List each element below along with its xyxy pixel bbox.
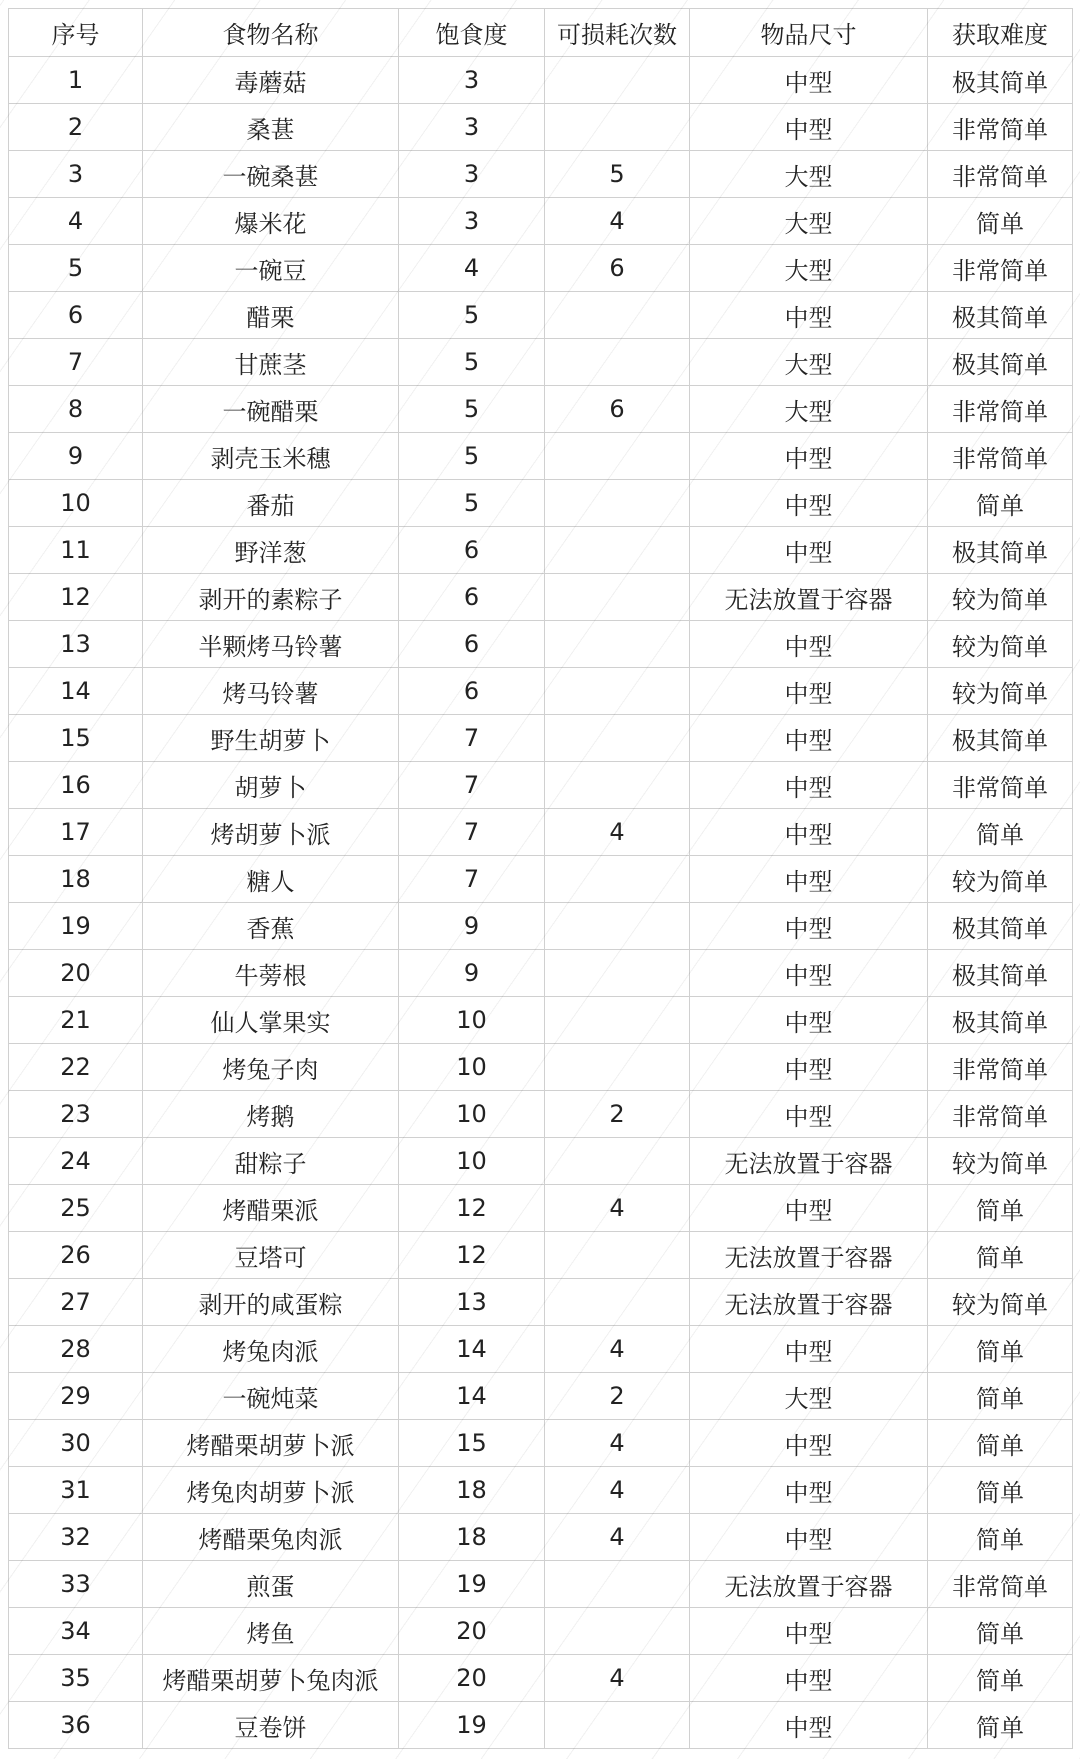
cell-item-size: 中型 — [690, 527, 928, 574]
cell-difficulty: 简单 — [928, 809, 1073, 856]
cell-index: 17 — [9, 809, 143, 856]
cell-index: 30 — [9, 1420, 143, 1467]
cell-index: 8 — [9, 386, 143, 433]
cell-index: 1 — [9, 57, 143, 104]
table-row — [9, 1232, 1073, 1279]
cell-food-name: 剥开的素粽子 — [143, 574, 399, 621]
cell-item-size: 中型 — [690, 856, 928, 903]
cell-satiety: 9 — [399, 903, 545, 950]
cell-satiety: 5 — [399, 433, 545, 480]
cell-index: 26 — [9, 1232, 143, 1279]
cell-food-name: 豆卷饼 — [143, 1702, 399, 1749]
cell-item-size: 无法放置于容器 — [690, 1279, 928, 1326]
cell-difficulty: 非常简单 — [928, 386, 1073, 433]
cell-food-name: 醋栗 — [143, 292, 399, 339]
cell-difficulty: 较为简单 — [928, 1138, 1073, 1185]
header-satiety: 饱食度 — [399, 9, 545, 57]
cell-item-size: 中型 — [690, 950, 928, 997]
cell-difficulty: 极其简单 — [928, 903, 1073, 950]
cell-item-size: 中型 — [690, 1044, 928, 1091]
table-row — [9, 1091, 1073, 1138]
table-row — [9, 1561, 1073, 1608]
cell-item-size: 无法放置于容器 — [690, 1138, 928, 1185]
cell-item-size: 大型 — [690, 386, 928, 433]
table-row — [9, 1655, 1073, 1702]
cell-food-name: 仙人掌果实 — [143, 997, 399, 1044]
cell-food-name: 烤醋栗派 — [143, 1185, 399, 1232]
cell-food-name: 甘蔗茎 — [143, 339, 399, 386]
cell-index: 4 — [9, 198, 143, 245]
table-row — [9, 1608, 1073, 1655]
cell-index: 36 — [9, 1702, 143, 1749]
cell-index: 34 — [9, 1608, 143, 1655]
cell-satiety: 7 — [399, 809, 545, 856]
cell-durability — [545, 480, 690, 527]
table-row — [9, 715, 1073, 762]
cell-index: 23 — [9, 1091, 143, 1138]
cell-index: 13 — [9, 621, 143, 668]
cell-food-name: 烤兔子肉 — [143, 1044, 399, 1091]
cell-difficulty: 非常简单 — [928, 1044, 1073, 1091]
cell-difficulty: 较为简单 — [928, 621, 1073, 668]
cell-food-name: 番茄 — [143, 480, 399, 527]
cell-index: 20 — [9, 950, 143, 997]
table-row — [9, 1326, 1073, 1373]
cell-food-name: 糖人 — [143, 856, 399, 903]
cell-satiety: 20 — [399, 1608, 545, 1655]
table-row — [9, 1467, 1073, 1514]
cell-durability — [545, 104, 690, 151]
cell-food-name: 烤醋栗胡萝卜派 — [143, 1420, 399, 1467]
cell-durability: 6 — [545, 386, 690, 433]
cell-item-size: 大型 — [690, 198, 928, 245]
food-table-container — [8, 8, 1072, 1751]
cell-satiety: 6 — [399, 527, 545, 574]
cell-satiety: 3 — [399, 104, 545, 151]
cell-difficulty: 较为简单 — [928, 668, 1073, 715]
table-body — [9, 57, 1073, 1749]
cell-durability — [545, 1138, 690, 1185]
cell-durability — [545, 1561, 690, 1608]
cell-satiety: 9 — [399, 950, 545, 997]
cell-index: 12 — [9, 574, 143, 621]
cell-index: 21 — [9, 997, 143, 1044]
cell-satiety: 3 — [399, 151, 545, 198]
table-row — [9, 527, 1073, 574]
cell-durability — [545, 433, 690, 480]
cell-item-size: 中型 — [690, 480, 928, 527]
cell-index: 15 — [9, 715, 143, 762]
cell-durability — [545, 527, 690, 574]
cell-item-size: 中型 — [690, 433, 928, 480]
cell-food-name: 豆塔可 — [143, 1232, 399, 1279]
table-row — [9, 433, 1073, 480]
table-row — [9, 292, 1073, 339]
cell-durability — [545, 715, 690, 762]
cell-item-size: 大型 — [690, 339, 928, 386]
table-row — [9, 57, 1073, 104]
cell-difficulty: 简单 — [928, 1514, 1073, 1561]
cell-satiety: 15 — [399, 1420, 545, 1467]
table-row — [9, 997, 1073, 1044]
cell-satiety: 7 — [399, 762, 545, 809]
cell-index: 10 — [9, 480, 143, 527]
cell-durability — [545, 1232, 690, 1279]
cell-satiety: 19 — [399, 1702, 545, 1749]
cell-food-name: 剥壳玉米穗 — [143, 433, 399, 480]
table-row — [9, 574, 1073, 621]
cell-item-size: 中型 — [690, 1608, 928, 1655]
cell-item-size: 中型 — [690, 903, 928, 950]
cell-difficulty: 非常简单 — [928, 245, 1073, 292]
cell-durability: 2 — [545, 1373, 690, 1420]
cell-difficulty: 极其简单 — [928, 950, 1073, 997]
cell-difficulty: 极其简单 — [928, 997, 1073, 1044]
cell-durability — [545, 621, 690, 668]
cell-item-size: 无法放置于容器 — [690, 1232, 928, 1279]
cell-food-name: 烤马铃薯 — [143, 668, 399, 715]
cell-difficulty: 较为简单 — [928, 1279, 1073, 1326]
table-row — [9, 621, 1073, 668]
cell-durability: 4 — [545, 809, 690, 856]
cell-satiety: 3 — [399, 57, 545, 104]
cell-durability: 4 — [545, 1185, 690, 1232]
cell-food-name: 半颗烤马铃薯 — [143, 621, 399, 668]
cell-index: 9 — [9, 433, 143, 480]
cell-durability — [545, 1608, 690, 1655]
cell-satiety: 6 — [399, 668, 545, 715]
cell-food-name: 烤醋栗胡萝卜兔肉派 — [143, 1655, 399, 1702]
cell-index: 3 — [9, 151, 143, 198]
table-row — [9, 1373, 1073, 1420]
cell-difficulty: 极其简单 — [928, 715, 1073, 762]
cell-durability — [545, 292, 690, 339]
cell-durability: 4 — [545, 1326, 690, 1373]
cell-item-size: 中型 — [690, 621, 928, 668]
cell-item-size: 中型 — [690, 1702, 928, 1749]
cell-difficulty: 极其简单 — [928, 57, 1073, 104]
cell-satiety: 6 — [399, 621, 545, 668]
cell-satiety: 10 — [399, 1138, 545, 1185]
table-row — [9, 1514, 1073, 1561]
table-row — [9, 903, 1073, 950]
cell-index: 35 — [9, 1655, 143, 1702]
cell-item-size: 中型 — [690, 809, 928, 856]
cell-durability: 5 — [545, 151, 690, 198]
table-row — [9, 762, 1073, 809]
cell-difficulty: 简单 — [928, 1326, 1073, 1373]
cell-durability — [545, 57, 690, 104]
cell-satiety: 5 — [399, 292, 545, 339]
cell-food-name: 烤兔肉派 — [143, 1326, 399, 1373]
cell-index: 28 — [9, 1326, 143, 1373]
cell-durability: 4 — [545, 1514, 690, 1561]
cell-food-name: 爆米花 — [143, 198, 399, 245]
cell-food-name: 香蕉 — [143, 903, 399, 950]
cell-item-size: 大型 — [690, 151, 928, 198]
table-row — [9, 198, 1073, 245]
cell-difficulty: 简单 — [928, 1702, 1073, 1749]
cell-durability — [545, 1279, 690, 1326]
cell-difficulty: 简单 — [928, 1373, 1073, 1420]
cell-index: 19 — [9, 903, 143, 950]
cell-difficulty: 较为简单 — [928, 574, 1073, 621]
cell-durability: 2 — [545, 1091, 690, 1138]
cell-satiety: 10 — [399, 1044, 545, 1091]
cell-index: 24 — [9, 1138, 143, 1185]
table-row — [9, 1420, 1073, 1467]
cell-durability — [545, 997, 690, 1044]
cell-durability: 6 — [545, 245, 690, 292]
cell-food-name: 桑葚 — [143, 104, 399, 151]
cell-index: 22 — [9, 1044, 143, 1091]
cell-item-size: 中型 — [690, 762, 928, 809]
cell-satiety: 20 — [399, 1655, 545, 1702]
cell-difficulty: 简单 — [928, 480, 1073, 527]
cell-index: 6 — [9, 292, 143, 339]
cell-difficulty: 极其简单 — [928, 527, 1073, 574]
cell-item-size: 中型 — [690, 1091, 928, 1138]
cell-satiety: 4 — [399, 245, 545, 292]
cell-satiety: 7 — [399, 715, 545, 762]
cell-difficulty: 简单 — [928, 1655, 1073, 1702]
header-durability: 可损耗次数 — [545, 9, 690, 57]
cell-food-name: 一碗豆 — [143, 245, 399, 292]
cell-food-name: 烤鹅 — [143, 1091, 399, 1138]
cell-food-name: 剥开的咸蛋粽 — [143, 1279, 399, 1326]
table-row — [9, 809, 1073, 856]
cell-satiety: 10 — [399, 997, 545, 1044]
header-difficulty: 获取难度 — [928, 9, 1073, 57]
header-index: 序号 — [9, 9, 143, 57]
cell-durability — [545, 339, 690, 386]
table-row — [9, 104, 1073, 151]
cell-satiety: 14 — [399, 1326, 545, 1373]
cell-food-name: 烤鱼 — [143, 1608, 399, 1655]
cell-item-size: 中型 — [690, 1655, 928, 1702]
cell-food-name: 甜粽子 — [143, 1138, 399, 1185]
table-row — [9, 668, 1073, 715]
cell-index: 16 — [9, 762, 143, 809]
table-row — [9, 151, 1073, 198]
cell-difficulty: 简单 — [928, 1467, 1073, 1514]
header-item-size: 物品尺寸 — [690, 9, 928, 57]
table-row — [9, 1185, 1073, 1232]
cell-satiety: 13 — [399, 1279, 545, 1326]
food-table — [8, 8, 1073, 1749]
cell-item-size: 中型 — [690, 1467, 928, 1514]
cell-difficulty: 简单 — [928, 1608, 1073, 1655]
cell-durability — [545, 856, 690, 903]
cell-durability — [545, 574, 690, 621]
table-header-row — [9, 9, 1073, 57]
cell-index: 5 — [9, 245, 143, 292]
cell-food-name: 煎蛋 — [143, 1561, 399, 1608]
cell-index: 14 — [9, 668, 143, 715]
cell-item-size: 中型 — [690, 57, 928, 104]
cell-satiety: 7 — [399, 856, 545, 903]
cell-durability: 4 — [545, 198, 690, 245]
cell-index: 25 — [9, 1185, 143, 1232]
cell-food-name: 毒蘑菇 — [143, 57, 399, 104]
table-row — [9, 386, 1073, 433]
table-row — [9, 245, 1073, 292]
cell-index: 32 — [9, 1514, 143, 1561]
cell-index: 18 — [9, 856, 143, 903]
cell-index: 33 — [9, 1561, 143, 1608]
table-row — [9, 339, 1073, 386]
cell-index: 7 — [9, 339, 143, 386]
cell-durability: 4 — [545, 1467, 690, 1514]
cell-difficulty: 非常简单 — [928, 151, 1073, 198]
cell-satiety: 3 — [399, 198, 545, 245]
cell-food-name: 胡萝卜 — [143, 762, 399, 809]
cell-food-name: 牛蒡根 — [143, 950, 399, 997]
table-row — [9, 1279, 1073, 1326]
cell-durability — [545, 950, 690, 997]
table-row — [9, 480, 1073, 527]
cell-index: 2 — [9, 104, 143, 151]
cell-difficulty: 极其简单 — [928, 339, 1073, 386]
cell-food-name: 烤兔肉胡萝卜派 — [143, 1467, 399, 1514]
cell-index: 29 — [9, 1373, 143, 1420]
table-row — [9, 1044, 1073, 1091]
cell-index: 11 — [9, 527, 143, 574]
cell-difficulty: 非常简单 — [928, 104, 1073, 151]
cell-difficulty: 简单 — [928, 198, 1073, 245]
cell-food-name: 一碗炖菜 — [143, 1373, 399, 1420]
cell-difficulty: 简单 — [928, 1420, 1073, 1467]
cell-item-size: 中型 — [690, 1185, 928, 1232]
cell-satiety: 18 — [399, 1467, 545, 1514]
table-row — [9, 1702, 1073, 1749]
cell-food-name: 烤胡萝卜派 — [143, 809, 399, 856]
cell-index: 27 — [9, 1279, 143, 1326]
cell-item-size: 无法放置于容器 — [690, 574, 928, 621]
cell-item-size: 大型 — [690, 245, 928, 292]
cell-item-size: 中型 — [690, 1514, 928, 1561]
cell-satiety: 10 — [399, 1091, 545, 1138]
cell-item-size: 中型 — [690, 104, 928, 151]
cell-difficulty: 简单 — [928, 1232, 1073, 1279]
cell-durability — [545, 762, 690, 809]
cell-difficulty: 简单 — [928, 1185, 1073, 1232]
cell-satiety: 12 — [399, 1185, 545, 1232]
cell-durability: 4 — [545, 1655, 690, 1702]
cell-item-size: 中型 — [690, 292, 928, 339]
table-row — [9, 950, 1073, 997]
cell-durability — [545, 903, 690, 950]
cell-food-name: 一碗桑葚 — [143, 151, 399, 198]
cell-satiety: 5 — [399, 480, 545, 527]
cell-satiety: 6 — [399, 574, 545, 621]
cell-difficulty: 非常简单 — [928, 762, 1073, 809]
cell-difficulty: 非常简单 — [928, 1091, 1073, 1138]
cell-food-name: 野洋葱 — [143, 527, 399, 574]
cell-satiety: 19 — [399, 1561, 545, 1608]
cell-difficulty: 非常简单 — [928, 433, 1073, 480]
cell-item-size: 大型 — [690, 1373, 928, 1420]
cell-difficulty: 极其简单 — [928, 292, 1073, 339]
cell-satiety: 5 — [399, 386, 545, 433]
cell-satiety: 5 — [399, 339, 545, 386]
cell-item-size: 中型 — [690, 997, 928, 1044]
cell-item-size: 中型 — [690, 1420, 928, 1467]
header-food-name: 食物名称 — [143, 9, 399, 57]
cell-item-size: 无法放置于容器 — [690, 1561, 928, 1608]
cell-index: 31 — [9, 1467, 143, 1514]
cell-difficulty: 较为简单 — [928, 856, 1073, 903]
cell-satiety: 18 — [399, 1514, 545, 1561]
cell-food-name: 烤醋栗兔肉派 — [143, 1514, 399, 1561]
table-row — [9, 856, 1073, 903]
cell-difficulty: 非常简单 — [928, 1561, 1073, 1608]
cell-durability — [545, 1702, 690, 1749]
table-row — [9, 1138, 1073, 1185]
cell-item-size: 中型 — [690, 715, 928, 762]
cell-satiety: 12 — [399, 1232, 545, 1279]
cell-food-name: 一碗醋栗 — [143, 386, 399, 433]
cell-item-size: 中型 — [690, 1326, 928, 1373]
cell-food-name: 野生胡萝卜 — [143, 715, 399, 762]
cell-durability — [545, 668, 690, 715]
cell-durability — [545, 1044, 690, 1091]
cell-satiety: 14 — [399, 1373, 545, 1420]
cell-item-size: 中型 — [690, 668, 928, 715]
cell-durability: 4 — [545, 1420, 690, 1467]
